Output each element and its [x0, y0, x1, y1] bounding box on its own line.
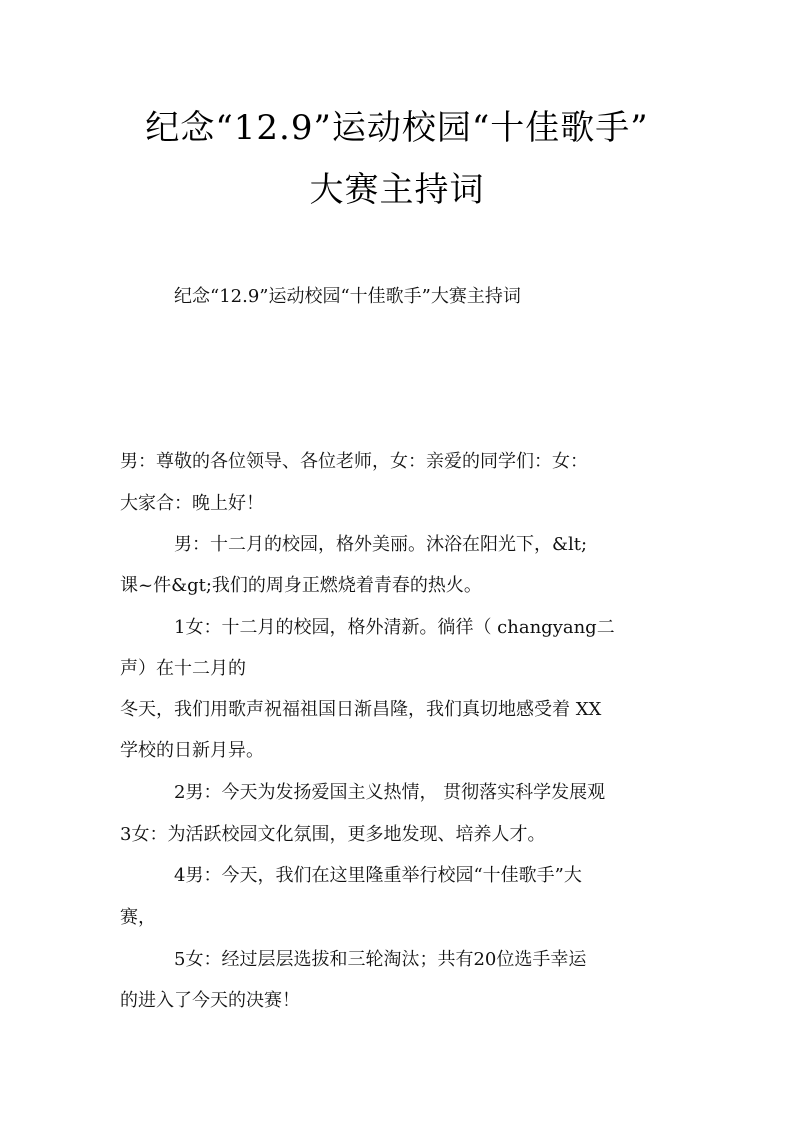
document-title-line-1: 纪念“12.9”运动校园“十佳歌手”	[145, 108, 649, 148]
paragraph-line-2: 大家合：晚上好！	[120, 493, 264, 514]
paragraph-line-13: 5女：经过层层选拔和三轮淘汰；共有20位选手幸运	[174, 949, 587, 970]
paragraph-line-11: 4男：今天，我们在这里隆重举行校园“十佳歌手”大	[174, 865, 582, 886]
document-title-line-2: 大赛主持词	[309, 170, 485, 210]
paragraph-line-9: 2男：今天为发扬爱国主义热情， 贯彻落实科学发展观	[174, 782, 606, 803]
paragraph-line-4: 课~件&gt;我们的周身正燃烧着青春的热火。	[120, 575, 482, 596]
paragraph-line-14: 的进入了今天的决赛！	[120, 990, 300, 1011]
paragraph-line-12: 赛，	[120, 907, 156, 928]
paragraph-line-6: 声）在十二月的	[120, 658, 246, 679]
paragraph-line-1: 男：尊敬的各位领导、各位老师，女：亲爱的同学们：女：	[120, 451, 588, 472]
paragraph-line-7: 冬天，我们用歌声祝福祖国日渐昌隆，我们真切地感受着 XX	[120, 699, 602, 720]
paragraph-line-3: 男：十二月的校园，格外美丽。沐浴在阳光下，&lt;	[174, 534, 588, 555]
paragraph-line-8: 学校的日新月异。	[120, 740, 264, 761]
paragraph-line-5: 1女：十二月的校园，格外清新。徜徉（ changyang二	[174, 617, 615, 638]
paragraph-line-10: 3女：为活跃校园文化氛围，更多地发现、培养人才。	[120, 824, 546, 845]
document-subtitle: 纪念“12.9”运动校园“十佳歌手”大赛主持词	[174, 286, 521, 307]
